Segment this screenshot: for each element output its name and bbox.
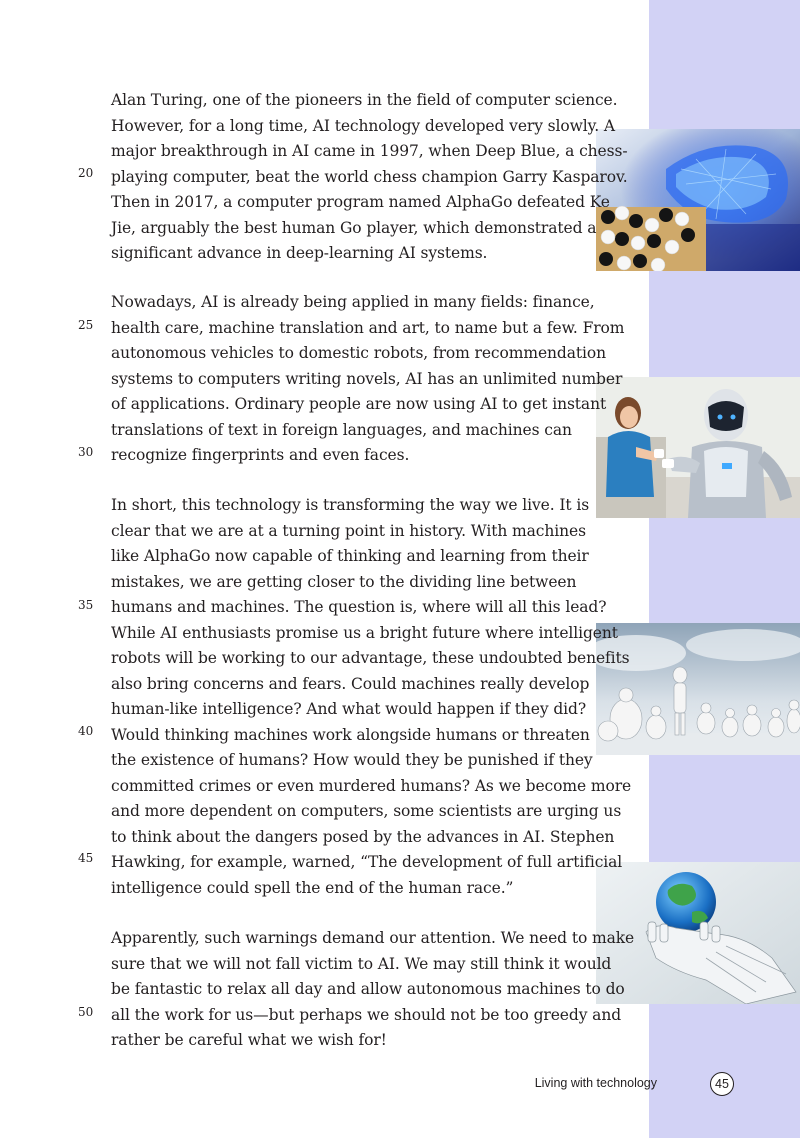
paragraph-3-line: While AI enthusiasts promise us a bright future where intelligent <box>111 623 618 642</box>
paragraph-2-line: translations of text in foreign languages, and machines can <box>111 420 572 439</box>
paragraph-3-line: also bring concerns and fears. Could machines really develop <box>111 674 590 693</box>
paragraph-4-line: be fantastic to relax all day and allow autonomous machines to do <box>111 980 625 998</box>
line-number: 45 <box>78 851 94 865</box>
paragraph-1-line: Then in 2017, a computer program named AlphaGo defeated Ke <box>111 193 610 211</box>
paragraph-2-line: systems to computers writing novels, AI has an unlimited number <box>111 369 623 388</box>
line-number: 20 <box>78 166 94 180</box>
paragraph-3-line: clear that we are at a turning point in history. With machines <box>111 521 586 540</box>
paragraph-3-line: mistakes, we are getting closer to the dividing line between <box>111 572 577 591</box>
paragraph-2-line: recognize fingerprints and even faces. <box>111 446 410 464</box>
paragraph-4-line: Apparently, such warnings demand our attention. We need to make <box>111 929 635 947</box>
paragraph-1-line: significant advance in deep-learning AI systems. <box>111 244 488 262</box>
page-number: 45 <box>710 1072 734 1096</box>
paragraph-3-line: Hawking, for example, warned, “The development of full artificial <box>111 853 623 871</box>
meditating-robots-photo <box>596 623 800 755</box>
paragraph-3-line: to think about the dangers posed by the advances in AI. Stephen <box>111 827 615 846</box>
paragraph-2-line: Nowadays, AI is already being applied in many fields: finance, <box>111 293 595 311</box>
paragraph-1-line: Alan Turing, one of the pioneers in the field of computer science. <box>111 91 618 109</box>
page-footer <box>534 1074 760 1096</box>
paragraph-2-line: of applications. Ordinary people are now using AI to get instant <box>111 395 607 413</box>
paragraph-3-line: humans and machines. The question is, where will all this lead? <box>111 598 607 616</box>
paragraph-3-line: Would thinking machines work alongside humans or threaten <box>111 725 590 744</box>
paragraph-2-line: autonomous vehicles to domestic robots, from recommendation <box>111 344 606 362</box>
paragraph-3-line: In short, this technology is transforming the way we live. It is <box>111 496 590 514</box>
paragraph-1-line: However, for a long time, AI technology developed very slowly. A <box>111 116 615 135</box>
paragraph-3-line: like AlphaGo now capable of thinking and learning from their <box>111 547 589 565</box>
line-number: 35 <box>78 598 94 612</box>
paragraph-3-line: robots will be working to our advantage, these undoubted benefits <box>111 649 630 667</box>
paragraph-1-line: Jie, arguably the best human Go player, which demonstrated a <box>111 218 597 237</box>
line-number: 50 <box>78 1005 94 1019</box>
section-title: Living with technology <box>534 1076 657 1090</box>
paragraph-3-line: intelligence could spell the end of the human race.” <box>111 878 514 897</box>
paragraph-1-line: playing computer, beat the world chess champion Garry Kasparov. <box>111 167 628 186</box>
paragraph-3-line: and more dependent on computers, some scientists are urging us <box>111 802 622 820</box>
paragraph-2-line: health care, machine translation and art, to name but a few. From <box>111 318 625 337</box>
paragraph-4-line: rather be careful what we wish for! <box>111 1031 387 1049</box>
line-number: 25 <box>78 318 94 332</box>
paragraph-4-line: sure that we will not fall victim to AI. We may still think it would <box>111 954 612 973</box>
paragraph-3-line: committed crimes or even murdered humans? As we become more <box>111 776 632 795</box>
line-number: 40 <box>78 724 94 738</box>
paragraph-1-line: major breakthrough in AI came in 1997, when Deep Blue, a chess- <box>111 142 628 160</box>
line-number: 30 <box>78 445 94 459</box>
paragraph-4-line: all the work for us—but perhaps we should not be too greedy and <box>111 1005 622 1024</box>
woman-and-robot-tea-photo <box>596 377 800 518</box>
paragraph-3-line: the existence of humans? How would they be punished if they <box>111 751 593 769</box>
paragraph-3-line: human-like intelligence? And what would happen if they did? <box>111 700 587 718</box>
